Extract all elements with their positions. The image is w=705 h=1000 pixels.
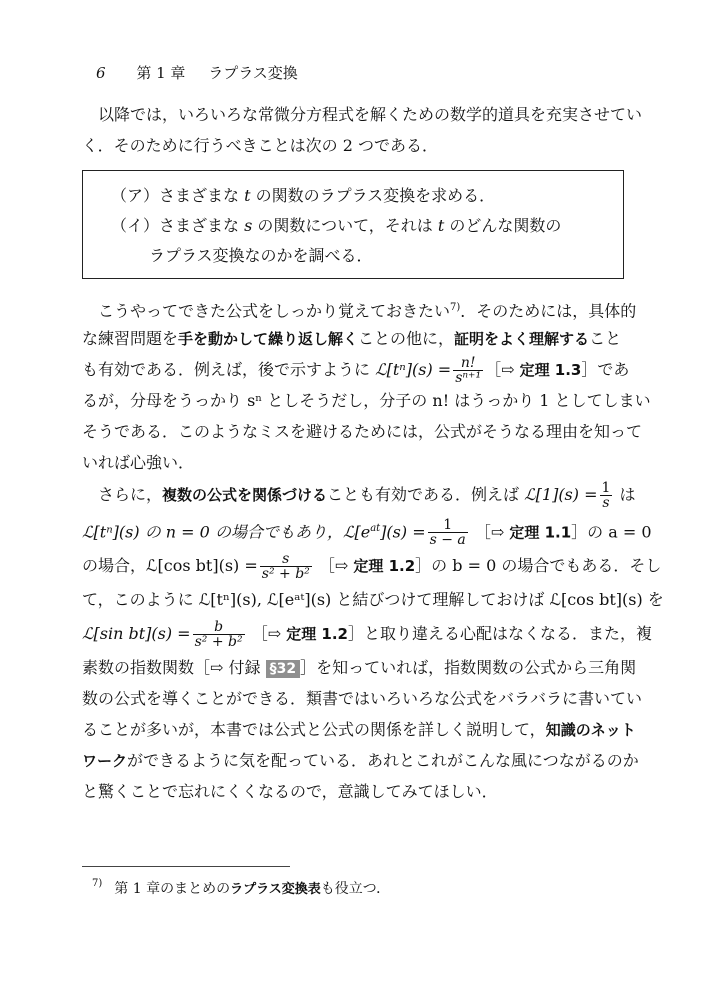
numerator: 1 [428,518,468,533]
numerator: s [260,552,312,567]
text-line: て，このように ℒ[tⁿ](s), ℒ[eᵃᵗ](s) と結びつけて理解しておけば ℒ[cos bt](s) を [82,590,664,609]
text-line [82,745,639,776]
text-line [82,615,653,652]
fraction [428,518,468,547]
goal-a [111,183,495,206]
fraction [260,552,312,581]
appendix-tag[interactable]: §32 [266,660,300,678]
denominator: sⁿ⁺¹ [455,370,482,386]
text: さらに， [98,485,163,504]
math: ℒ[1](s) = [524,485,598,504]
emphasis: ラプラス変換表 [230,882,321,897]
emphasis: ワーク [82,752,128,770]
text-line [82,652,637,683]
numerator: n! [453,356,483,371]
text-line [82,547,662,584]
emphasis: 手を動かして繰り返し解く [178,330,359,348]
paragraph-2 [82,292,651,478]
text-line: 数の公式を導くことができる．類書ではいろいろな公式をバラバラに書いてい [82,689,643,708]
denominator: s² + b² [261,566,310,582]
text-line [82,323,630,354]
text: ることが多いが，本書では公式と公式の関係を詳しく説明して， [82,720,546,739]
text-line: く．そのために行うべきことは次の 2 つである． [82,136,439,155]
text: ［⇨ [246,624,287,643]
math: ℒ[tⁿ](s) の n = 0 の場合でもあり，ℒ[e [82,522,371,542]
text: ．そのためには，具体的 [460,301,637,321]
math: ℒ[tⁿ](s) = [375,360,452,379]
text: も役立つ． [320,881,391,897]
text-line: 以降では，いろいろな常微分方程式を解くための数学的道具を充実させてい [98,105,643,124]
exponent: at [370,523,381,534]
emphasis: 証明をよく理解する [454,330,590,348]
text-line [82,714,636,745]
goal-i-continued: ラプラス変換なのかを調べる． [149,246,373,265]
fraction [600,481,613,510]
emphasis: 複数の公式を関係づける [162,486,328,504]
goal-a-text: の関数のラプラス変換を求める． [250,186,496,205]
chapter-title: ラプラス変換 [208,64,298,82]
footnote-rule [82,866,290,867]
text: ］であ [581,360,630,379]
denominator: s − a [429,532,466,549]
text-line [82,479,636,511]
footnote-ref[interactable]: 7) [450,302,461,313]
text-line: と驚くことで忘れにくくなるので，意識してみてほしい． [82,782,498,801]
goal-i [111,213,561,236]
text: な練習問題を [82,329,179,348]
text: は [614,485,636,504]
text: ［⇨ [469,522,510,542]
chapter-label: 第 1 章 [136,64,186,82]
emphasis: 知識のネット [545,721,636,739]
math: ](s) = [380,522,426,542]
text: ］と取り違える心配はなくなる．また，複 [348,624,653,643]
goals-box [82,170,624,279]
text: 素数の指数関数［⇨ 付録 [82,658,266,677]
text: ［⇨ [313,556,354,575]
goal-i-text: の関数について，それは [252,216,438,235]
denominator: s² + b² [194,634,243,650]
text-line: そうである．このようなミスを避けるためには，公式がそうなる理由を知って [82,422,643,441]
text: ［⇨ [485,360,520,379]
math-var: t [437,216,445,235]
text: ］の b = 0 の場合でもある．そし [415,556,662,575]
text: ］を知っていれば，指数関数の公式から三角関 [300,658,637,677]
page-number: 6 [96,64,106,82]
text: こうやってできた公式をしっかり覚えておきたい [98,301,451,321]
text: ことの他に， [358,329,455,348]
text: こと [589,329,622,348]
goal-i-text: のどんな関数の [444,216,562,235]
text: も有効である．例えば，後で示すように [82,360,376,379]
numerator: 1 [601,480,611,496]
text-line: るが，分母をうっかり sⁿ としそうだし，分子の n! はうっかり 1 としてしまい [82,391,651,410]
text-line [82,510,652,549]
goal-i-text: （イ）さまざまな [111,216,245,235]
text-line [82,354,630,385]
text: の場合，ℒ[cos bt](s) = [82,556,258,575]
intro-paragraph [82,99,643,161]
theorem-ref[interactable]: 定理 1.2 [286,625,348,643]
text: ことも有効である．例えば [327,485,525,504]
footnote [92,878,390,898]
text: ができるように気を配っている．あれとこれがこんな風につながるのか [127,751,639,770]
math: ℒ[sin bt](s) = [82,624,191,643]
running-header [96,62,298,83]
text: ］の a = 0 [571,522,652,542]
text-line: いれば心強い． [82,453,195,472]
text-line [82,292,637,323]
theorem-ref[interactable]: 定理 1.1 [509,523,572,542]
paragraph-3 [82,479,664,807]
footnote-mark: 7) [92,878,103,889]
denominator: s [602,495,610,511]
goal-a-text: （ア）さまざまな [111,186,245,205]
theorem-ref[interactable]: 定理 1.3 [519,361,582,379]
fraction [193,620,245,649]
numerator: b [193,620,245,635]
math-var: t [244,186,251,205]
math-var: s [244,216,253,235]
theorem-ref[interactable]: 定理 1.2 [353,557,416,575]
fraction [453,356,483,385]
text: 第 1 章のまとめの [114,881,231,897]
